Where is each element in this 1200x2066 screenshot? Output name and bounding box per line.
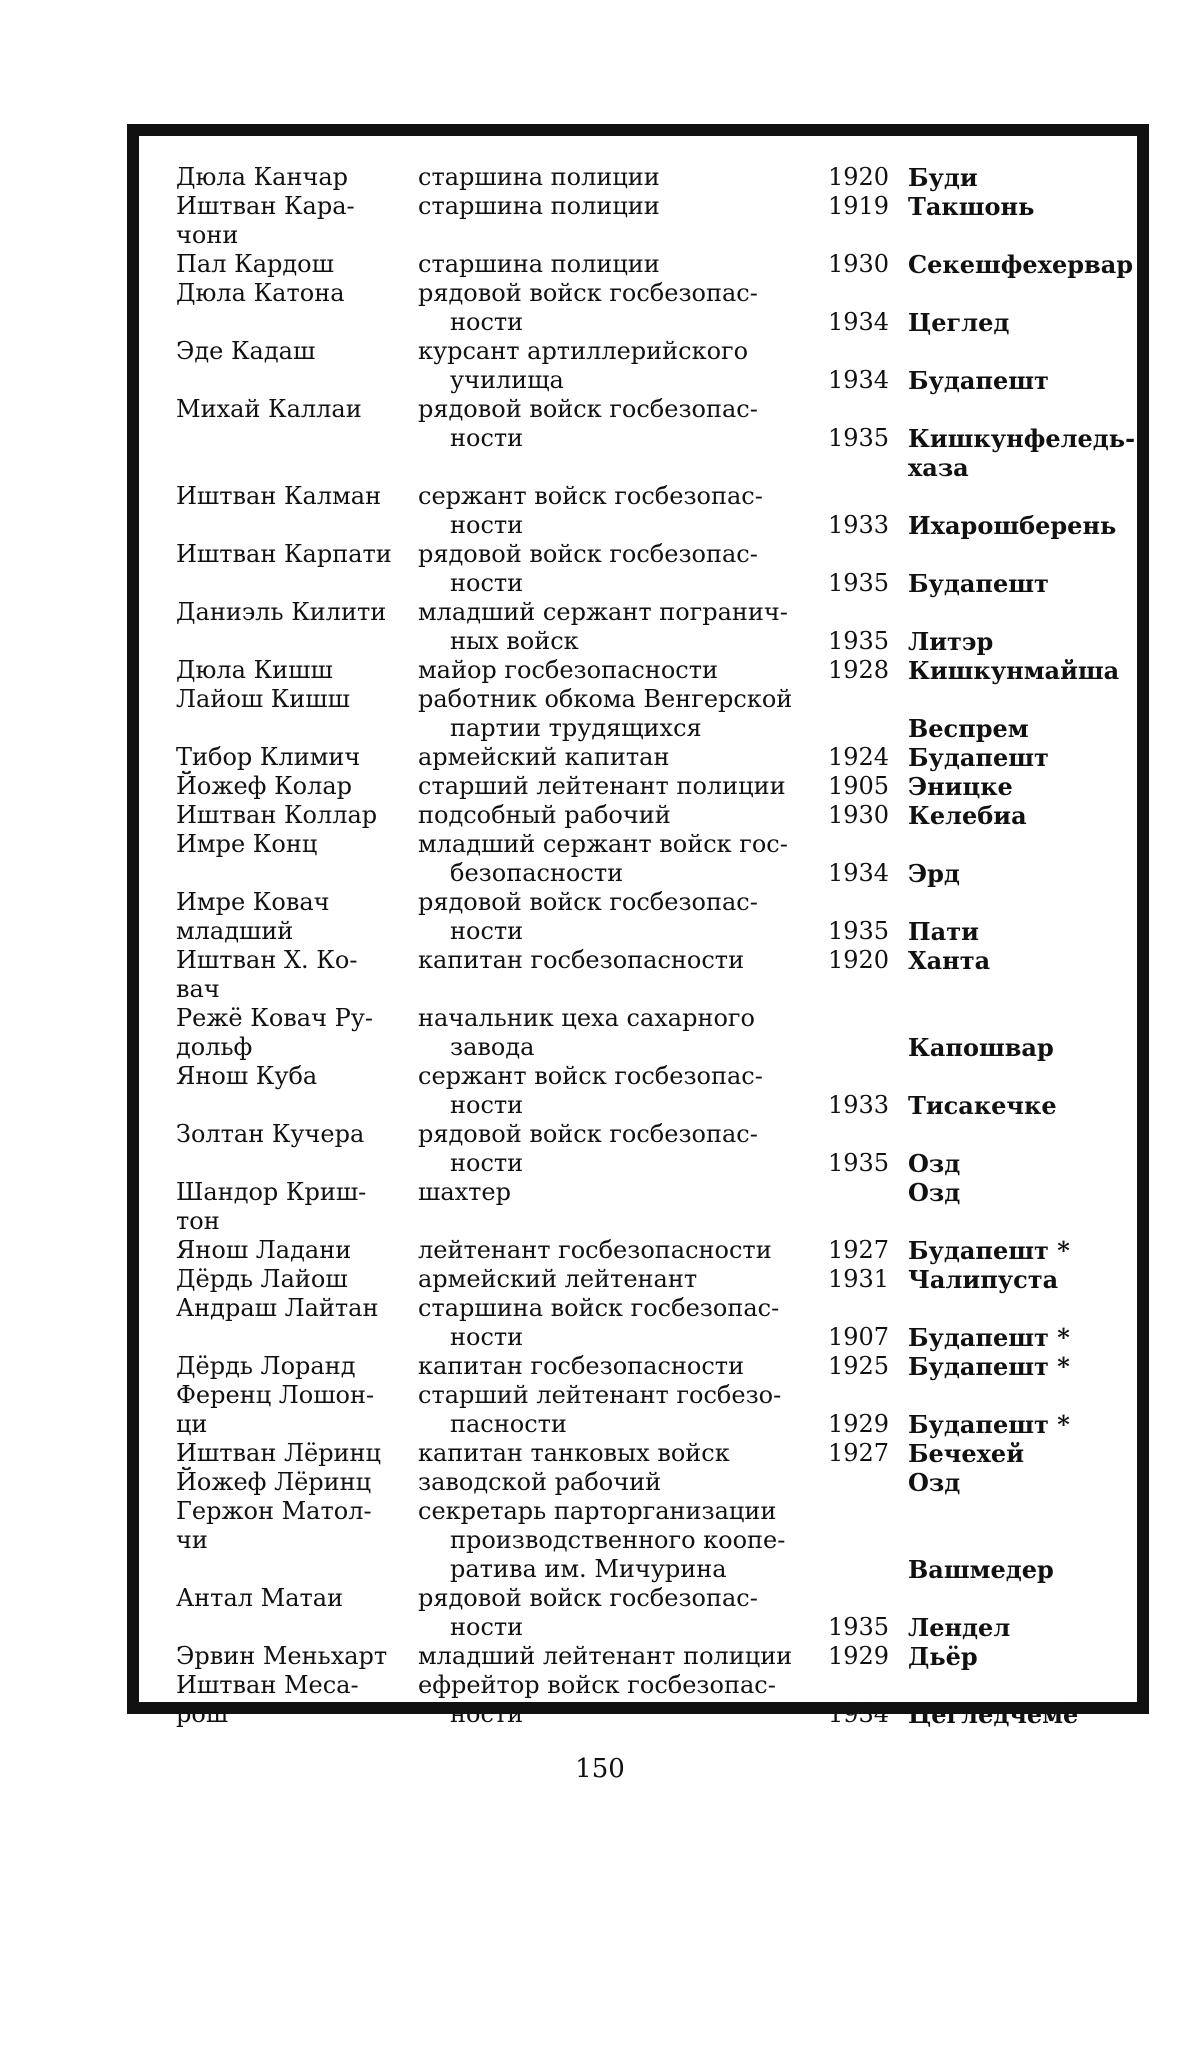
birth-year: 1934 bbox=[828, 859, 890, 887]
person-position bbox=[418, 801, 804, 830]
name-line: тон bbox=[176, 1207, 220, 1235]
position-line: шахтер bbox=[418, 1178, 511, 1206]
birth-year: 1924 bbox=[828, 743, 890, 771]
name-line: Даниэль Килити bbox=[176, 598, 387, 626]
birth-year: 1934 bbox=[828, 1700, 890, 1728]
person-name bbox=[176, 192, 400, 250]
birth-place bbox=[908, 569, 1138, 598]
person-position bbox=[418, 1236, 804, 1265]
place-line: Будапешт bbox=[908, 743, 1049, 772]
place-line: Озд bbox=[908, 1178, 961, 1207]
position-line: младший сержант войск гос- bbox=[418, 830, 788, 858]
birth-year: 1920 bbox=[828, 163, 890, 191]
place-line: Бечехей bbox=[908, 1439, 1024, 1468]
person-name bbox=[176, 1236, 400, 1265]
position-line: ности bbox=[450, 1323, 524, 1351]
place-line: Келебиа bbox=[908, 801, 1027, 830]
place-line: Лендел bbox=[908, 1613, 1011, 1642]
position-line: ности bbox=[450, 1700, 524, 1728]
person-name bbox=[176, 1265, 400, 1294]
birth-place bbox=[908, 1033, 1138, 1062]
position-line: ефрейтор войск госбезопас- bbox=[418, 1671, 776, 1699]
person-name bbox=[176, 1062, 400, 1091]
birth-place bbox=[908, 1091, 1138, 1120]
birth-place bbox=[908, 366, 1138, 395]
person-name bbox=[176, 1178, 400, 1236]
birth-year: 1929 bbox=[828, 1410, 890, 1438]
birth-place bbox=[908, 1265, 1138, 1294]
person-position bbox=[418, 743, 804, 772]
name-line: Янош Куба bbox=[176, 1062, 318, 1090]
birth-year: 1931 bbox=[828, 1265, 890, 1293]
person-position bbox=[418, 279, 804, 337]
person-name bbox=[176, 801, 400, 830]
person-name bbox=[176, 337, 400, 366]
name-line: Режё Ковач Ру- bbox=[176, 1004, 373, 1032]
birth-year: 1928 bbox=[828, 656, 890, 684]
birth-year: 1934 bbox=[828, 366, 890, 394]
name-line: Имре Конц bbox=[176, 830, 318, 858]
person-name bbox=[176, 772, 400, 801]
place-line: Капошвар bbox=[908, 1033, 1054, 1062]
position-line: армейский лейтенант bbox=[418, 1265, 698, 1293]
position-line: партии трудящихся bbox=[450, 714, 702, 742]
position-line: ности bbox=[450, 308, 524, 336]
person-name bbox=[176, 279, 400, 308]
place-line: Ханта bbox=[908, 946, 991, 975]
name-line: Эде Кадаш bbox=[176, 337, 316, 365]
position-line: производственного коопе- bbox=[450, 1526, 786, 1554]
person-position bbox=[418, 1497, 804, 1584]
person-name bbox=[176, 540, 400, 569]
person-position bbox=[418, 395, 804, 453]
person-name bbox=[176, 1468, 400, 1497]
position-line: рядовой войск госбезопас- bbox=[418, 888, 758, 916]
birth-place bbox=[908, 250, 1138, 279]
birth-place bbox=[908, 627, 1138, 656]
person-position bbox=[418, 1265, 804, 1294]
place-line: Будапешт * bbox=[908, 1236, 1070, 1265]
name-line: вач bbox=[176, 975, 220, 1003]
name-line: Пал Кардош bbox=[176, 250, 334, 278]
birth-place bbox=[908, 308, 1138, 337]
birth-place bbox=[908, 1613, 1138, 1642]
birth-place bbox=[908, 656, 1138, 685]
birth-year: 1935 bbox=[828, 627, 890, 655]
position-line: ности bbox=[450, 917, 524, 945]
birth-place bbox=[908, 1700, 1138, 1729]
name-line: Иштван Карпати bbox=[176, 540, 392, 568]
name-line: Имре Ковач bbox=[176, 888, 330, 916]
position-line: старший лейтенант госбезо- bbox=[418, 1381, 782, 1409]
position-line: заводской рабочий bbox=[418, 1468, 662, 1496]
name-line: Ференц Лошон- bbox=[176, 1381, 375, 1409]
place-line: Пати bbox=[908, 917, 979, 946]
place-line: Буди bbox=[908, 163, 978, 192]
birth-place bbox=[908, 1555, 1138, 1584]
position-line: завода bbox=[450, 1033, 535, 1061]
birth-year: 1934 bbox=[828, 308, 890, 336]
position-line: капитан госбезопасности bbox=[418, 1352, 745, 1380]
position-line: капитан танковых войск bbox=[418, 1439, 730, 1467]
position-line: ратива им. Мичурина bbox=[450, 1555, 727, 1583]
place-line: Будапешт * bbox=[908, 1352, 1070, 1381]
person-position bbox=[418, 540, 804, 598]
person-position bbox=[418, 1062, 804, 1120]
place-line: Веспрем bbox=[908, 714, 1029, 743]
position-line: пасности bbox=[450, 1410, 567, 1438]
person-position bbox=[418, 163, 804, 192]
person-position bbox=[418, 250, 804, 279]
birth-year: 1927 bbox=[828, 1236, 890, 1264]
birth-place bbox=[908, 1236, 1138, 1265]
position-line: старшина войск госбезопас- bbox=[418, 1294, 780, 1322]
position-line: безопасности bbox=[450, 859, 624, 887]
place-line: Кишкунмайша bbox=[908, 656, 1120, 685]
birth-year: 1925 bbox=[828, 1352, 890, 1380]
place-line: Цеглед bbox=[908, 308, 1010, 337]
person-position bbox=[418, 1178, 804, 1207]
person-name bbox=[176, 888, 400, 946]
person-position bbox=[418, 192, 804, 221]
name-line: Иштван Коллар bbox=[176, 801, 378, 829]
place-line: Секешфехервар bbox=[908, 250, 1134, 279]
birth-place bbox=[908, 192, 1138, 221]
position-line: капитан госбезопасности bbox=[418, 946, 745, 974]
name-line: рош bbox=[176, 1700, 229, 1728]
name-line: Шандор Криш- bbox=[176, 1178, 367, 1206]
birth-place bbox=[908, 1410, 1138, 1439]
person-name bbox=[176, 1294, 400, 1323]
person-position bbox=[418, 598, 804, 656]
person-name bbox=[176, 1497, 400, 1555]
person-name bbox=[176, 1120, 400, 1149]
name-line: Тибор Климич bbox=[176, 743, 361, 771]
name-line: Антал Матаи bbox=[176, 1584, 344, 1612]
name-line: дольф bbox=[176, 1033, 253, 1061]
birth-year: 1907 bbox=[828, 1323, 890, 1351]
person-name bbox=[176, 1004, 400, 1062]
name-line: Эрвин Меньхарт bbox=[176, 1642, 388, 1670]
place-line: Такшонь bbox=[908, 192, 1035, 221]
position-line: ности bbox=[450, 511, 524, 539]
position-line: рядовой войск госбезопас- bbox=[418, 279, 758, 307]
position-line: сержант войск госбезопас- bbox=[418, 482, 763, 510]
position-line: сержант войск госбезопас- bbox=[418, 1062, 763, 1090]
birth-year: 1929 bbox=[828, 1642, 890, 1670]
place-line: Озд bbox=[908, 1149, 961, 1178]
position-line: подсобный рабочий bbox=[418, 801, 671, 829]
position-line: рядовой войск госбезопас- bbox=[418, 1120, 758, 1148]
birth-place bbox=[908, 1642, 1138, 1671]
birth-place bbox=[908, 511, 1138, 540]
birth-place bbox=[908, 743, 1138, 772]
name-line: Иштван Меса- bbox=[176, 1671, 359, 1699]
person-name bbox=[176, 656, 400, 685]
name-line: Золтан Кучера bbox=[176, 1120, 365, 1148]
name-line: Михай Каллаи bbox=[176, 395, 362, 423]
person-position bbox=[418, 656, 804, 685]
position-line: училища bbox=[450, 366, 564, 394]
person-name bbox=[176, 1439, 400, 1468]
person-name bbox=[176, 946, 400, 1004]
birth-place bbox=[908, 1323, 1138, 1352]
name-line: Дёрдь Лоранд bbox=[176, 1352, 356, 1380]
person-name bbox=[176, 598, 400, 627]
person-position bbox=[418, 482, 804, 540]
person-name bbox=[176, 1381, 400, 1439]
birth-year: 1933 bbox=[828, 1091, 890, 1119]
place-line: Цегледчемё bbox=[908, 1700, 1079, 1729]
person-name bbox=[176, 163, 400, 192]
birth-year: 1930 bbox=[828, 801, 890, 829]
position-line: ности bbox=[450, 1149, 524, 1177]
name-line: чони bbox=[176, 221, 239, 249]
birth-place bbox=[908, 163, 1138, 192]
person-position bbox=[418, 888, 804, 946]
birth-year: 1933 bbox=[828, 511, 890, 539]
birth-place bbox=[908, 859, 1138, 888]
position-line: рядовой войск госбезопас- bbox=[418, 540, 758, 568]
name-line: Иштван Калман bbox=[176, 482, 382, 510]
birth-year: 1920 bbox=[828, 946, 890, 974]
birth-place bbox=[908, 1352, 1138, 1381]
place-line: Будапешт * bbox=[908, 1323, 1070, 1352]
position-line: старшина полиции bbox=[418, 192, 660, 220]
person-position bbox=[418, 1352, 804, 1381]
person-name bbox=[176, 395, 400, 424]
name-line: Янош Ладани bbox=[176, 1236, 352, 1264]
person-position bbox=[418, 1294, 804, 1352]
place-line: Эницке bbox=[908, 772, 1013, 801]
person-name bbox=[176, 1642, 400, 1671]
person-position bbox=[418, 1439, 804, 1468]
person-position bbox=[418, 1584, 804, 1642]
position-line: ности bbox=[450, 1091, 524, 1119]
name-line: младший bbox=[176, 917, 294, 945]
birth-place bbox=[908, 1468, 1138, 1497]
name-line: Дюла Кишш bbox=[176, 656, 333, 684]
name-line: Дюла Катона bbox=[176, 279, 345, 307]
birth-place bbox=[908, 1178, 1138, 1207]
birth-place bbox=[908, 714, 1138, 743]
birth-place bbox=[908, 801, 1138, 830]
position-line: армейский капитан bbox=[418, 743, 670, 771]
position-line: младший сержант погранич- bbox=[418, 598, 788, 626]
person-position bbox=[418, 1468, 804, 1497]
position-line: майор госбезопасности bbox=[418, 656, 718, 684]
position-line: секретарь парторганизации bbox=[418, 1497, 777, 1525]
birth-year: 1935 bbox=[828, 917, 890, 945]
person-position bbox=[418, 1381, 804, 1439]
person-name bbox=[176, 1352, 400, 1381]
place-line: Дьёр bbox=[908, 1642, 978, 1671]
position-line: ных войск bbox=[450, 627, 579, 655]
position-line: начальник цеха сахарного bbox=[418, 1004, 755, 1032]
birth-place bbox=[908, 772, 1138, 801]
place-line: Эрд bbox=[908, 859, 960, 888]
person-name bbox=[176, 685, 400, 714]
position-line: лейтенант госбезопасности bbox=[418, 1236, 772, 1264]
place-line: Литэр bbox=[908, 627, 994, 656]
place-line: Чалипуста bbox=[908, 1265, 1059, 1294]
person-position bbox=[418, 830, 804, 888]
birth-year: 1935 bbox=[828, 1149, 890, 1177]
place-line: Тисакечке bbox=[908, 1091, 1057, 1120]
position-line: старший лейтенант полиции bbox=[418, 772, 786, 800]
name-line: Иштван Кара- bbox=[176, 192, 355, 220]
birth-year: 1919 bbox=[828, 192, 890, 220]
person-position bbox=[418, 1642, 804, 1671]
place-line: Вашмедер bbox=[908, 1555, 1054, 1584]
name-line: Йожеф Колар bbox=[176, 772, 353, 800]
position-line: ности bbox=[450, 424, 524, 452]
person-position bbox=[418, 337, 804, 395]
person-position bbox=[418, 685, 804, 743]
name-line: Андраш Лайтан bbox=[176, 1294, 379, 1322]
name-line: Лайош Кишш bbox=[176, 685, 350, 713]
position-line: ности bbox=[450, 569, 524, 597]
position-line: рядовой войск госбезопас- bbox=[418, 395, 758, 423]
birth-place bbox=[908, 946, 1138, 975]
person-name bbox=[176, 743, 400, 772]
birth-year: 1935 bbox=[828, 569, 890, 597]
position-line: старшина полиции bbox=[418, 250, 660, 278]
place-line: хаза bbox=[908, 453, 969, 482]
name-line: Дюла Канчар bbox=[176, 163, 349, 191]
person-position bbox=[418, 772, 804, 801]
place-line: Кишкунфеледь- bbox=[908, 424, 1136, 453]
name-line: ци bbox=[176, 1410, 208, 1438]
place-line: Будапешт bbox=[908, 569, 1049, 598]
person-name bbox=[176, 1671, 400, 1729]
birth-year: 1927 bbox=[828, 1439, 890, 1467]
place-line: Будапешт * bbox=[908, 1410, 1070, 1439]
birth-year: 1905 bbox=[828, 772, 890, 800]
name-line: Иштван Х. Ко- bbox=[176, 946, 358, 974]
person-position bbox=[418, 1004, 804, 1062]
name-line: Иштван Лёринц bbox=[176, 1439, 381, 1467]
birth-place bbox=[908, 917, 1138, 946]
page-number: 150 bbox=[575, 1754, 625, 1784]
birth-year: 1930 bbox=[828, 250, 890, 278]
position-line: ности bbox=[450, 1613, 524, 1641]
person-name bbox=[176, 482, 400, 511]
birth-place bbox=[908, 424, 1138, 482]
position-line: работник обкома Венгерской bbox=[418, 685, 793, 713]
position-line: старшина полиции bbox=[418, 163, 660, 191]
position-line: младший лейтенант полиции bbox=[418, 1642, 793, 1670]
place-line: Будапешт bbox=[908, 366, 1049, 395]
person-position bbox=[418, 1671, 804, 1729]
name-line: Йожеф Лёринц bbox=[176, 1468, 372, 1496]
birth-place bbox=[908, 1149, 1138, 1178]
person-name bbox=[176, 830, 400, 859]
place-line: Ихарошберень bbox=[908, 511, 1117, 540]
name-line: Дёрдь Лайош bbox=[176, 1265, 348, 1293]
birth-place bbox=[908, 1439, 1138, 1468]
name-line: Гержон Матол- bbox=[176, 1497, 372, 1525]
person-name bbox=[176, 1584, 400, 1613]
position-line: курсант артиллерийского bbox=[418, 337, 749, 365]
person-position bbox=[418, 1120, 804, 1178]
person-position bbox=[418, 946, 804, 975]
place-line: Озд bbox=[908, 1468, 961, 1497]
position-line: рядовой войск госбезопас- bbox=[418, 1584, 758, 1612]
name-line: чи bbox=[176, 1526, 208, 1554]
birth-year: 1935 bbox=[828, 424, 890, 452]
person-name bbox=[176, 250, 400, 279]
birth-year: 1935 bbox=[828, 1613, 890, 1641]
